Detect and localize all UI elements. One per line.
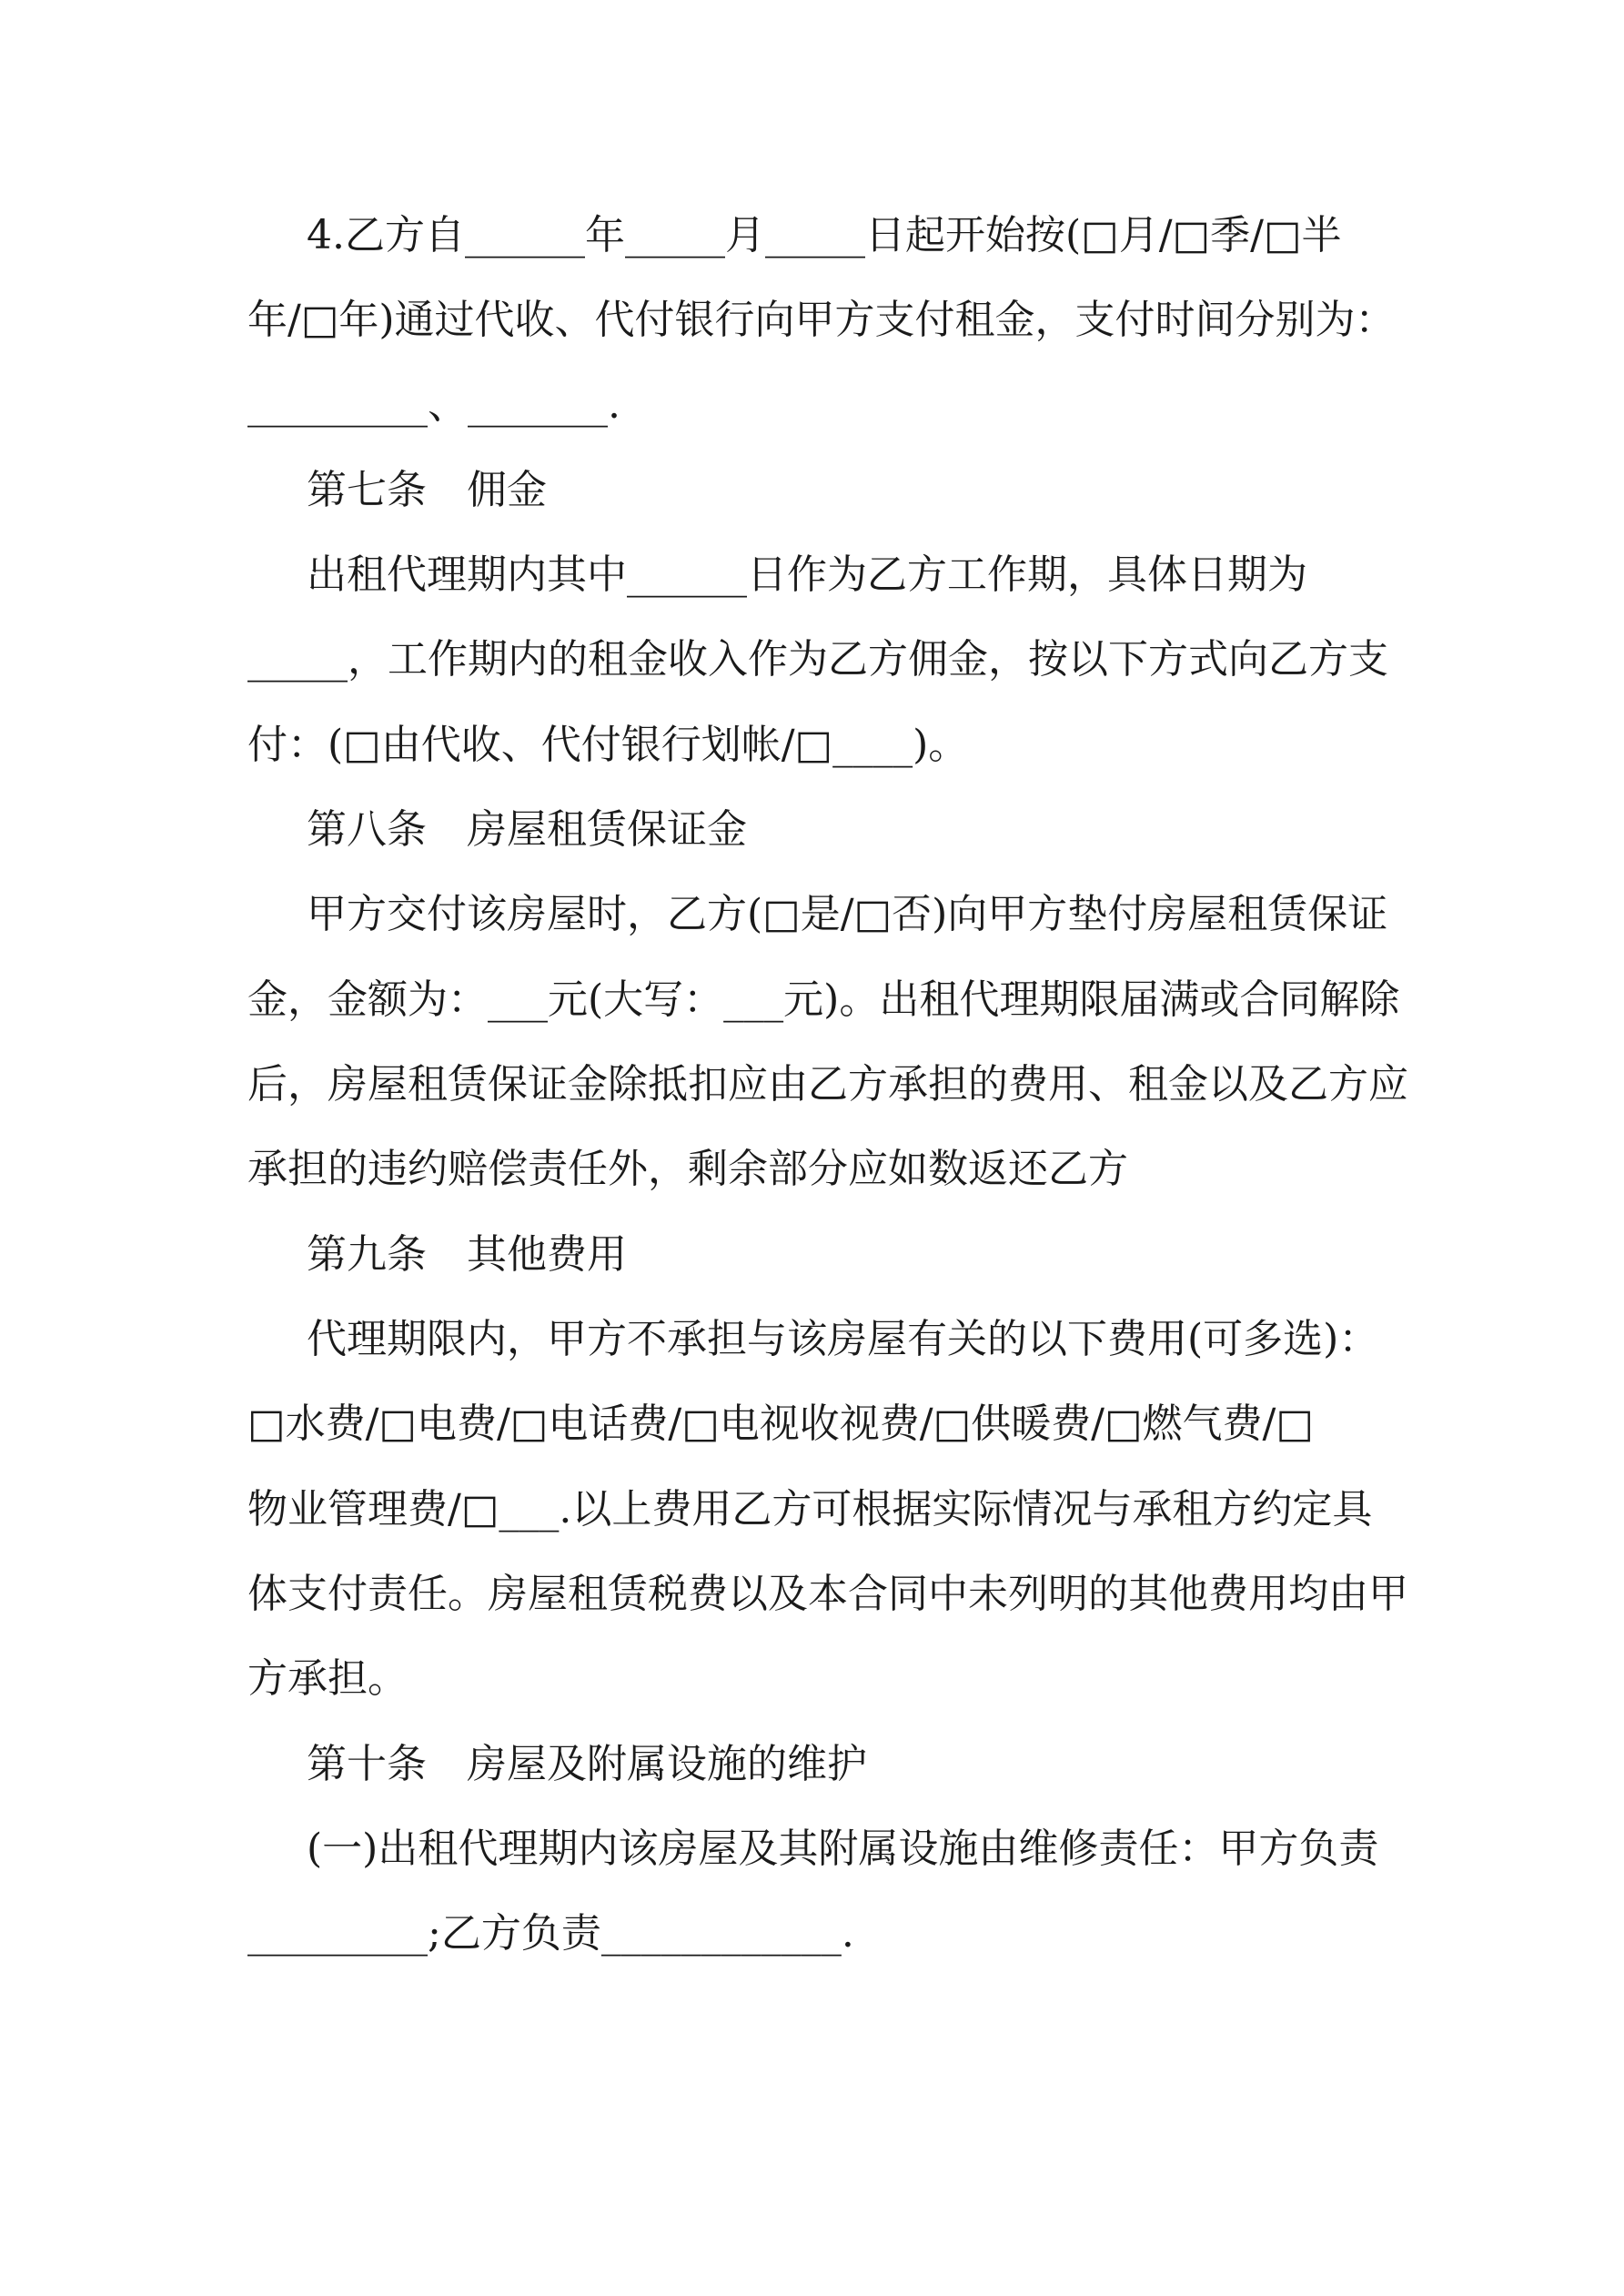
clause-8-body-line-3: 后，房屋租赁保证金除抵扣应由乙方承担的费用、租金以及乙方应 (247, 1061, 1408, 1108)
clause-10-item-1-line-1: (一)出租代理期内该房屋及其附属设施由维修责任：甲方负责 (307, 1826, 1379, 1872)
clause-8-body-line-2: 金，金额为：___元(大写：___元)。出租代理期限届满或合同解除 (247, 976, 1400, 1023)
clause-9-body-line-5: 方承担。 (247, 1655, 408, 1702)
clause-9-body-line-3: 物业管理费/□___.以上费用乙方可根据实际情况与承租方约定具 (247, 1486, 1373, 1532)
clause-10-heading: 第十条 房屋及附属设施的维护 (307, 1741, 867, 1787)
clause-8-body-line-4: 承担的违约赔偿责任外，剩余部分应如数返还乙方 (247, 1146, 1128, 1192)
clause-6-item-4-line-1: 4.乙方自______年_____月_____日起开始按(□月/□季/□半 (307, 212, 1342, 258)
clause-7-body-line-3: 付：(□由代收、代付银行划帐/□____)。 (247, 722, 969, 768)
clause-7-heading: 第七条 佣金 (307, 467, 547, 513)
clause-7-body-line-2: _____，工作期内的租金收入作为乙方佣金，按以下方式向乙方支 (247, 636, 1388, 683)
clause-9-heading: 第九条 其他费用 (307, 1231, 627, 1278)
clause-10-item-1-line-2: _________;乙方负责____________. (247, 1910, 854, 1957)
clause-6-item-4-line-2: 年/□年)通过代收、代付银行向甲方支付租金，支付时间分别为： (247, 297, 1396, 343)
clause-8-body-line-1: 甲方交付该房屋时，乙方(□是/□否)向甲方垫付房屋租赁保证 (307, 891, 1388, 937)
clause-9-body-line-1: 代理期限内，甲方不承担与该房屋有关的以下费用(可多选)： (307, 1316, 1379, 1362)
clause-6-item-4-line-3: _________、_______. (247, 381, 620, 428)
clause-7-body-line-1: 出租代理期内其中______日作为乙方工作期，具体日期为 (307, 551, 1307, 598)
clause-9-body-line-4: 体支付责任。房屋租赁税费以及本合同中未列明的其他费用均由甲 (247, 1571, 1408, 1617)
clause-9-body-line-2: □水费/□电费/□电话费/□电视收视费/□供暖费/□燃气费/□ (247, 1401, 1314, 1447)
clause-8-heading: 第八条 房屋租赁保证金 (307, 806, 747, 853)
